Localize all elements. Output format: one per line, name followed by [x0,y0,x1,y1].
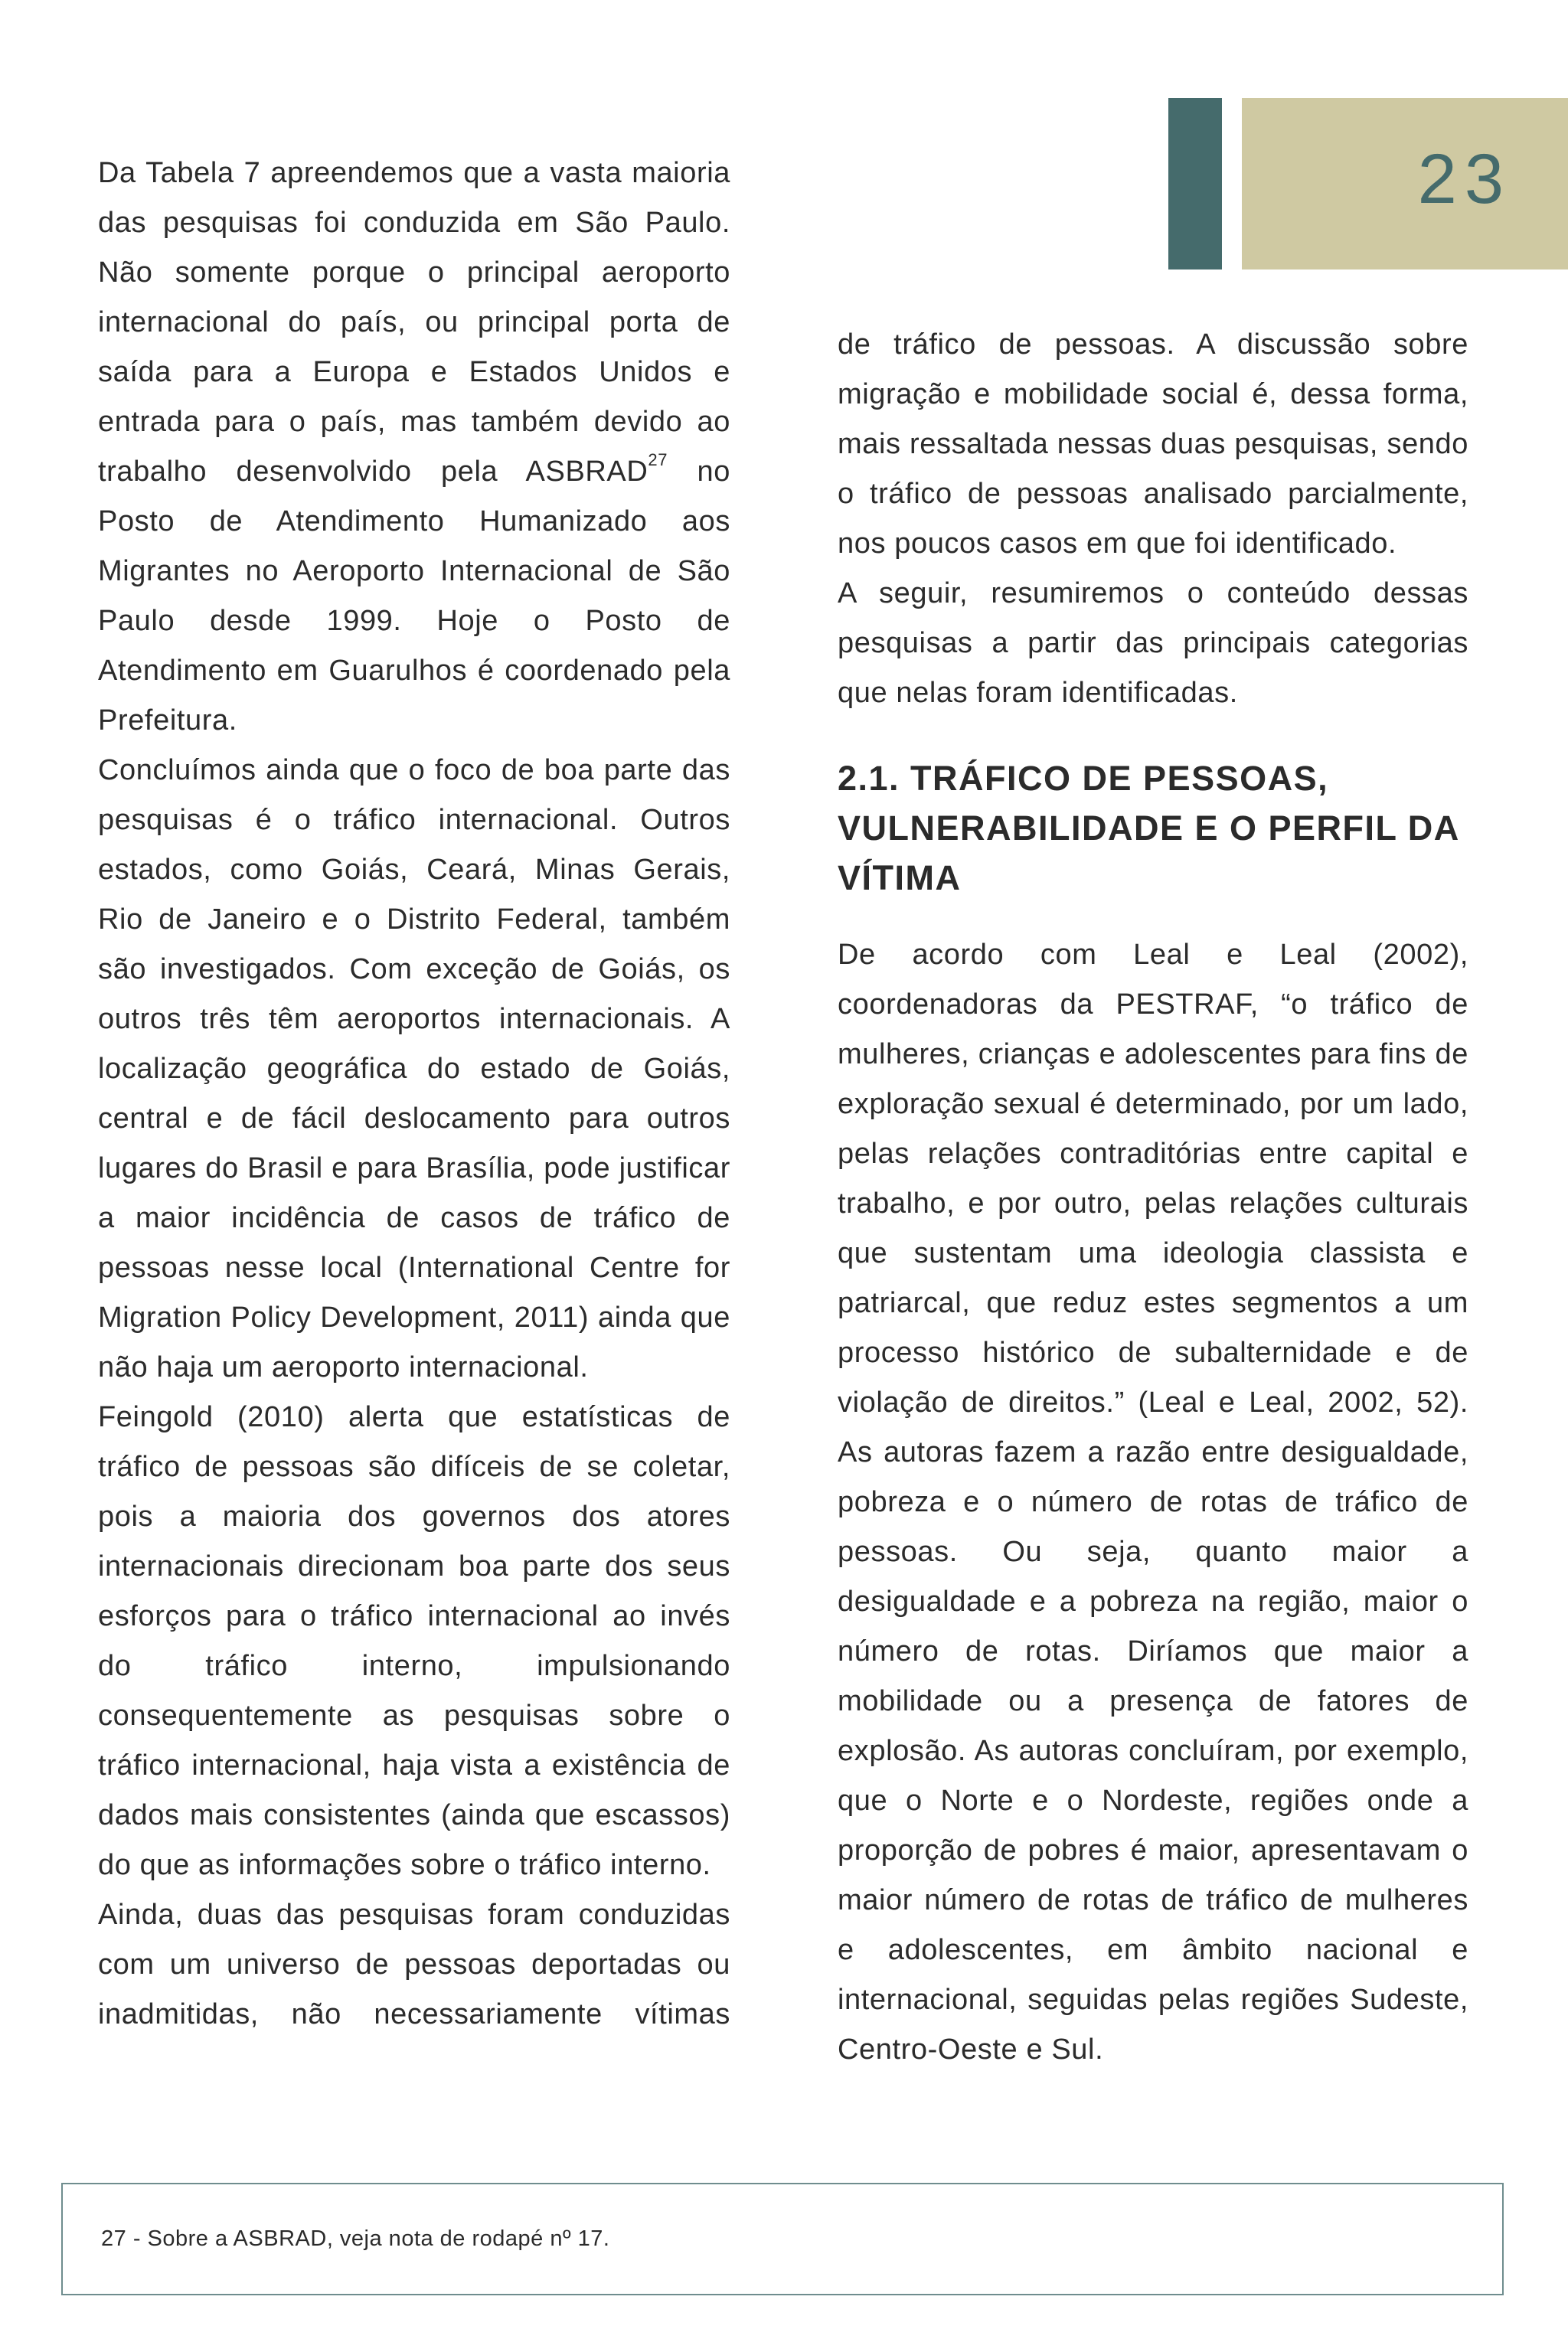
page-marker-dark-bar [1168,98,1222,270]
paragraph: Concluímos ainda que o foco de boa parte das pesquisas é o tráfico internacional. Outros estados, como Goiás, Ceará, Minas Gerais, Rio de Janeiro e o Distrito Federal, também são investigados. Com exceção de Goiás, os outros três têm aeroportos internacionais. A localização geográfica do estado de Goiás, central e de fácil deslocamento para outros lugares do Brasil e para Brasília, pode justificar a maior incidência de casos de tráfico de pessoas nesse local (International Centre for Migration Policy Development, 2011) ainda que não haja um aeroporto internacional. [98,754,730,1383]
right-column [838,320,1468,2075]
paragraph-text: no Posto de Atendimento Humanizado aos Migrantes no Aeroporto Internacional de São Paulo desde 1999. Hoje o Posto de Atendimento em Guarulhos é coordenado pela Prefeitura. [98,456,730,737]
footnote-text: 27 - Sobre a ASBRAD, veja nota de rodapé nº 17. [101,2226,610,2251]
footnote-reference: 27 [648,450,668,469]
paragraph: Feingold (2010) alerta que estatísticas de tráfico de pessoas são difíceis de se coletar, pois a maioria dos governos dos atores internacionais direcionam boa parte dos seus esforços para o tráfico internacional ao invés do tráfico interno, impulsionando consequentemente as pesquisas sobre o tráfico internacional, haja vista a existência de dados mais consistentes (ainda que escassos) do que as informações sobre o tráfico interno. [98,1401,730,1881]
paragraph: De acordo com Leal e Leal (2002), coordenadoras da PESTRAF, “o tráfico de mulheres, crianças e adolescentes para fins de exploração sexual é determinado, por um lado, pelas relações contraditórias entre capital e trabalho, e por outro, pelas relações culturais que sustentam uma ideologia classista e patriarcal, que reduz estes segmentos a um processo histórico de subalternidade e de violação de direitos.” (Leal e Leal, 2002, 52). As autoras fazem a razão entre desigualdade, pobreza e o número de rotas de tráfico de pessoas. Ou seja, quanto maior a desigualdade e a pobreza na região, maior o número de rotas. Diríamos que maior a mobilidade ou a presença de fatores de explosão. As autoras concluíram, por exemplo, que o Norte e o Nordeste, regiões onde a proporção de pobres é maior, apresentavam o maior número de rotas de tráfico de mulheres e adolescentes, em âmbito nacional e internacional, seguidas pelas regiões Sudeste, Centro-Oeste e Sul. [838,939,1468,2066]
paragraph: Ainda, duas das pesquisas foram conduzidas com um universo de pessoas deportadas ou inadmitidas, não necessariamente vítimas [98,1899,730,2030]
paragraph: A seguir, resumiremos o conteúdo dessas pesquisas a partir das principais categorias que nelas foram identificadas. [838,577,1468,709]
paragraph-text: Da Tabela 7 apreendemos que a vasta maioria das pesquisas foi conduzida em São Paulo. Não somente porque o principal aeroporto internacional do país, ou principal porta de saída para a Europa e Estados Unidos e entrada para o país, mas também devido ao trabalho desenvolvido pela ASBRAD [98,157,730,488]
paragraph [98,149,730,746]
paragraph: de tráfico de pessoas. A discussão sobre migração e mobilidade social é, dessa forma, mais ressaltada nessas duas pesquisas, sendo o tráfico de pessoas analisado parcialmente, nos poucos casos em que foi identificado. [838,328,1468,560]
section-heading: 2.1. TRÁFICO DE PESSOAS, VULNERABILIDADE E O PERFIL DA VÍTIMA [838,759,1459,897]
footnote-box [61,2183,1504,2295]
page-number: 23 [1417,140,1511,218]
left-column [98,149,730,2040]
